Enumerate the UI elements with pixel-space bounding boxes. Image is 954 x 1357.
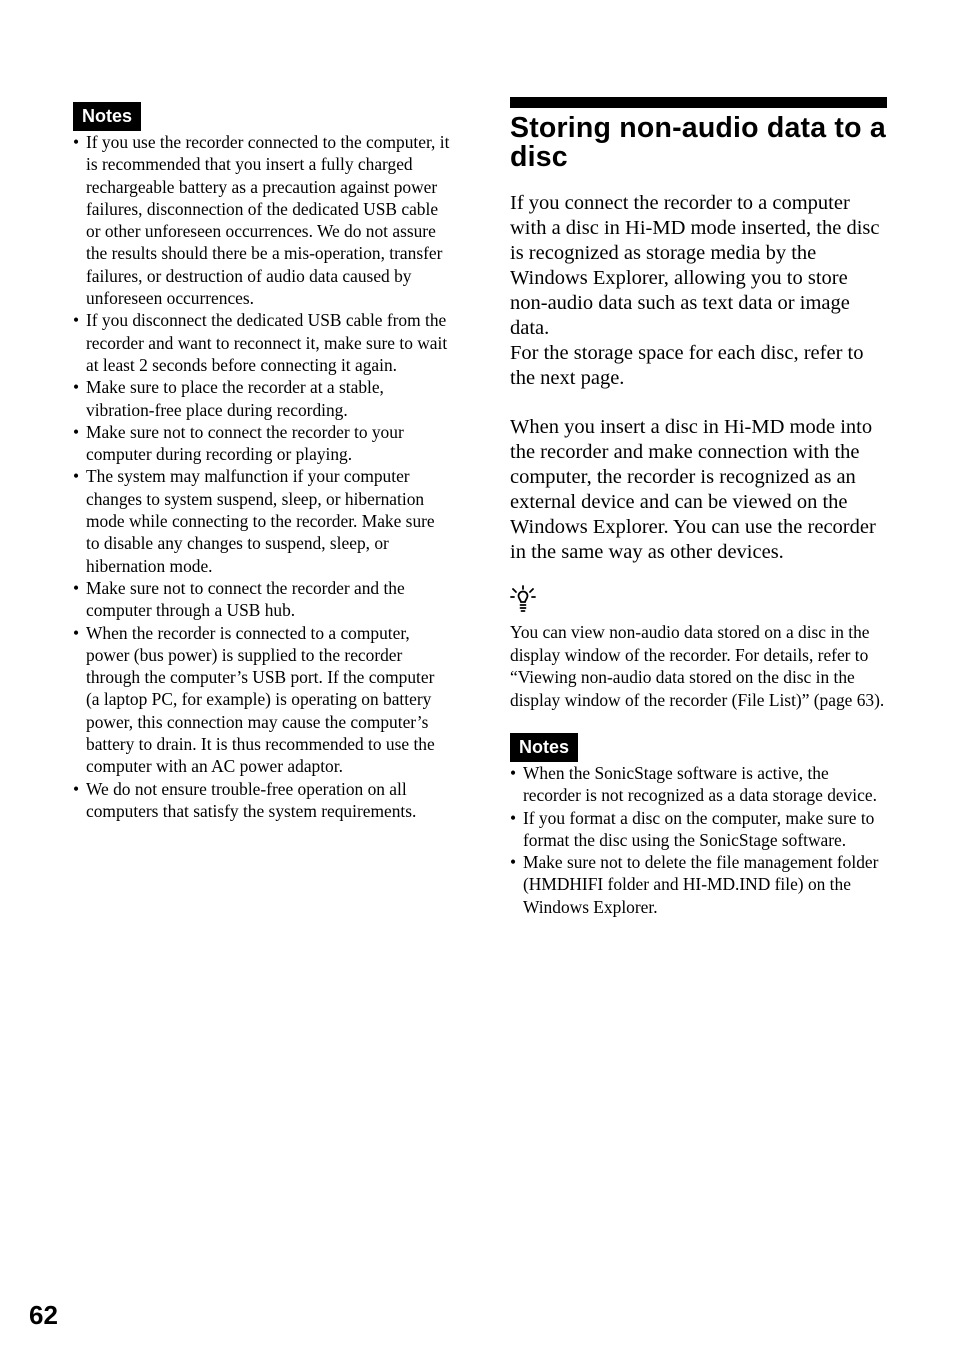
notes-badge: Notes	[73, 102, 141, 131]
note-item: • When the SonicStage software is active, the recorder is not recognized as a data storage device.	[510, 762, 888, 807]
body-paragraph: When you insert a disc in Hi-MD mode into the recorder and make connection with the computer, the recorder is recognized as an external device and can be viewed on the Windows Explorer. You can use the recorder in the same way as other devices.	[510, 416, 876, 563]
note-item: • Make sure not to delete the file management folder (HMDHIFI folder and HI-MD.IND file) on the Windows Explorer.	[510, 851, 888, 918]
notes-list	[73, 131, 451, 822]
page-number: 62	[29, 1300, 58, 1330]
hint-text: You can view non-audio data stored on a disc in the display window of the recorder. For details, refer to “Viewing non-audio data stored on the disc in the display window of the recorder (File List)” (page 63).	[510, 622, 885, 710]
note-item: • The system may malfunction if your computer changes to system suspend, sleep, or hibernation mode while connecting to the recorder. Make sure to disable any changes to suspend, sleep, or hibernation mode.	[73, 465, 451, 576]
note-item: • If you format a disc on the computer, make sure to format the disc using the SonicStage software.	[510, 807, 888, 852]
right-column	[510, 97, 888, 918]
note-item: • If you use the recorder connected to the computer, it is recommended that you insert a fully charged rechargeable battery as a precaution against power failures, disconnection of the dedicated USB cable or other unforeseen occurrences. We do not assure the results should there be a mis-operation, transfer failures, or destruction of audio data caused by unforeseen occurrences.	[73, 131, 451, 309]
note-item: • If you disconnect the dedicated USB cable from the recorder and want to reconnect it, make sure to wait at least 2 seconds before connecting it again.	[73, 309, 451, 376]
notes-list	[510, 762, 888, 918]
note-item: • When the recorder is connected to a computer, power (bus power) is supplied to the recorder through the computer’s USB port. If the computer (a laptop PC, for example) is operating on battery power, this connection may cause the computer’s battery to drain. It is thus recommended to use the computer with an AC power adaptor.	[73, 622, 451, 778]
body-paragraph: If you connect the recorder to a computer with a disc in Hi-MD mode inserted, the disc is recognized as storage media by the Windows Explorer, allowing you to store non-audio data such as text data or image data.	[510, 192, 880, 339]
note-item: • We do not ensure trouble-free operation on all computers that satisfy the system requirements.	[73, 778, 451, 823]
notes-badge: Notes	[510, 733, 578, 762]
body-paragraph: For the storage space for each disc, refer to the next page.	[510, 342, 864, 389]
note-item: • Make sure not to connect the recorder to your computer during recording or playing.	[73, 421, 451, 466]
heading-rule	[510, 97, 887, 108]
left-column	[73, 102, 451, 822]
note-item: • Make sure not to connect the recorder and the computer through a USB hub.	[73, 577, 451, 622]
lightbulb-hint-icon	[510, 585, 540, 615]
section-title: Storing non-audio data to a disc	[510, 112, 886, 173]
note-item: • Make sure to place the recorder at a stable, vibration-free place during recording.	[73, 376, 451, 421]
